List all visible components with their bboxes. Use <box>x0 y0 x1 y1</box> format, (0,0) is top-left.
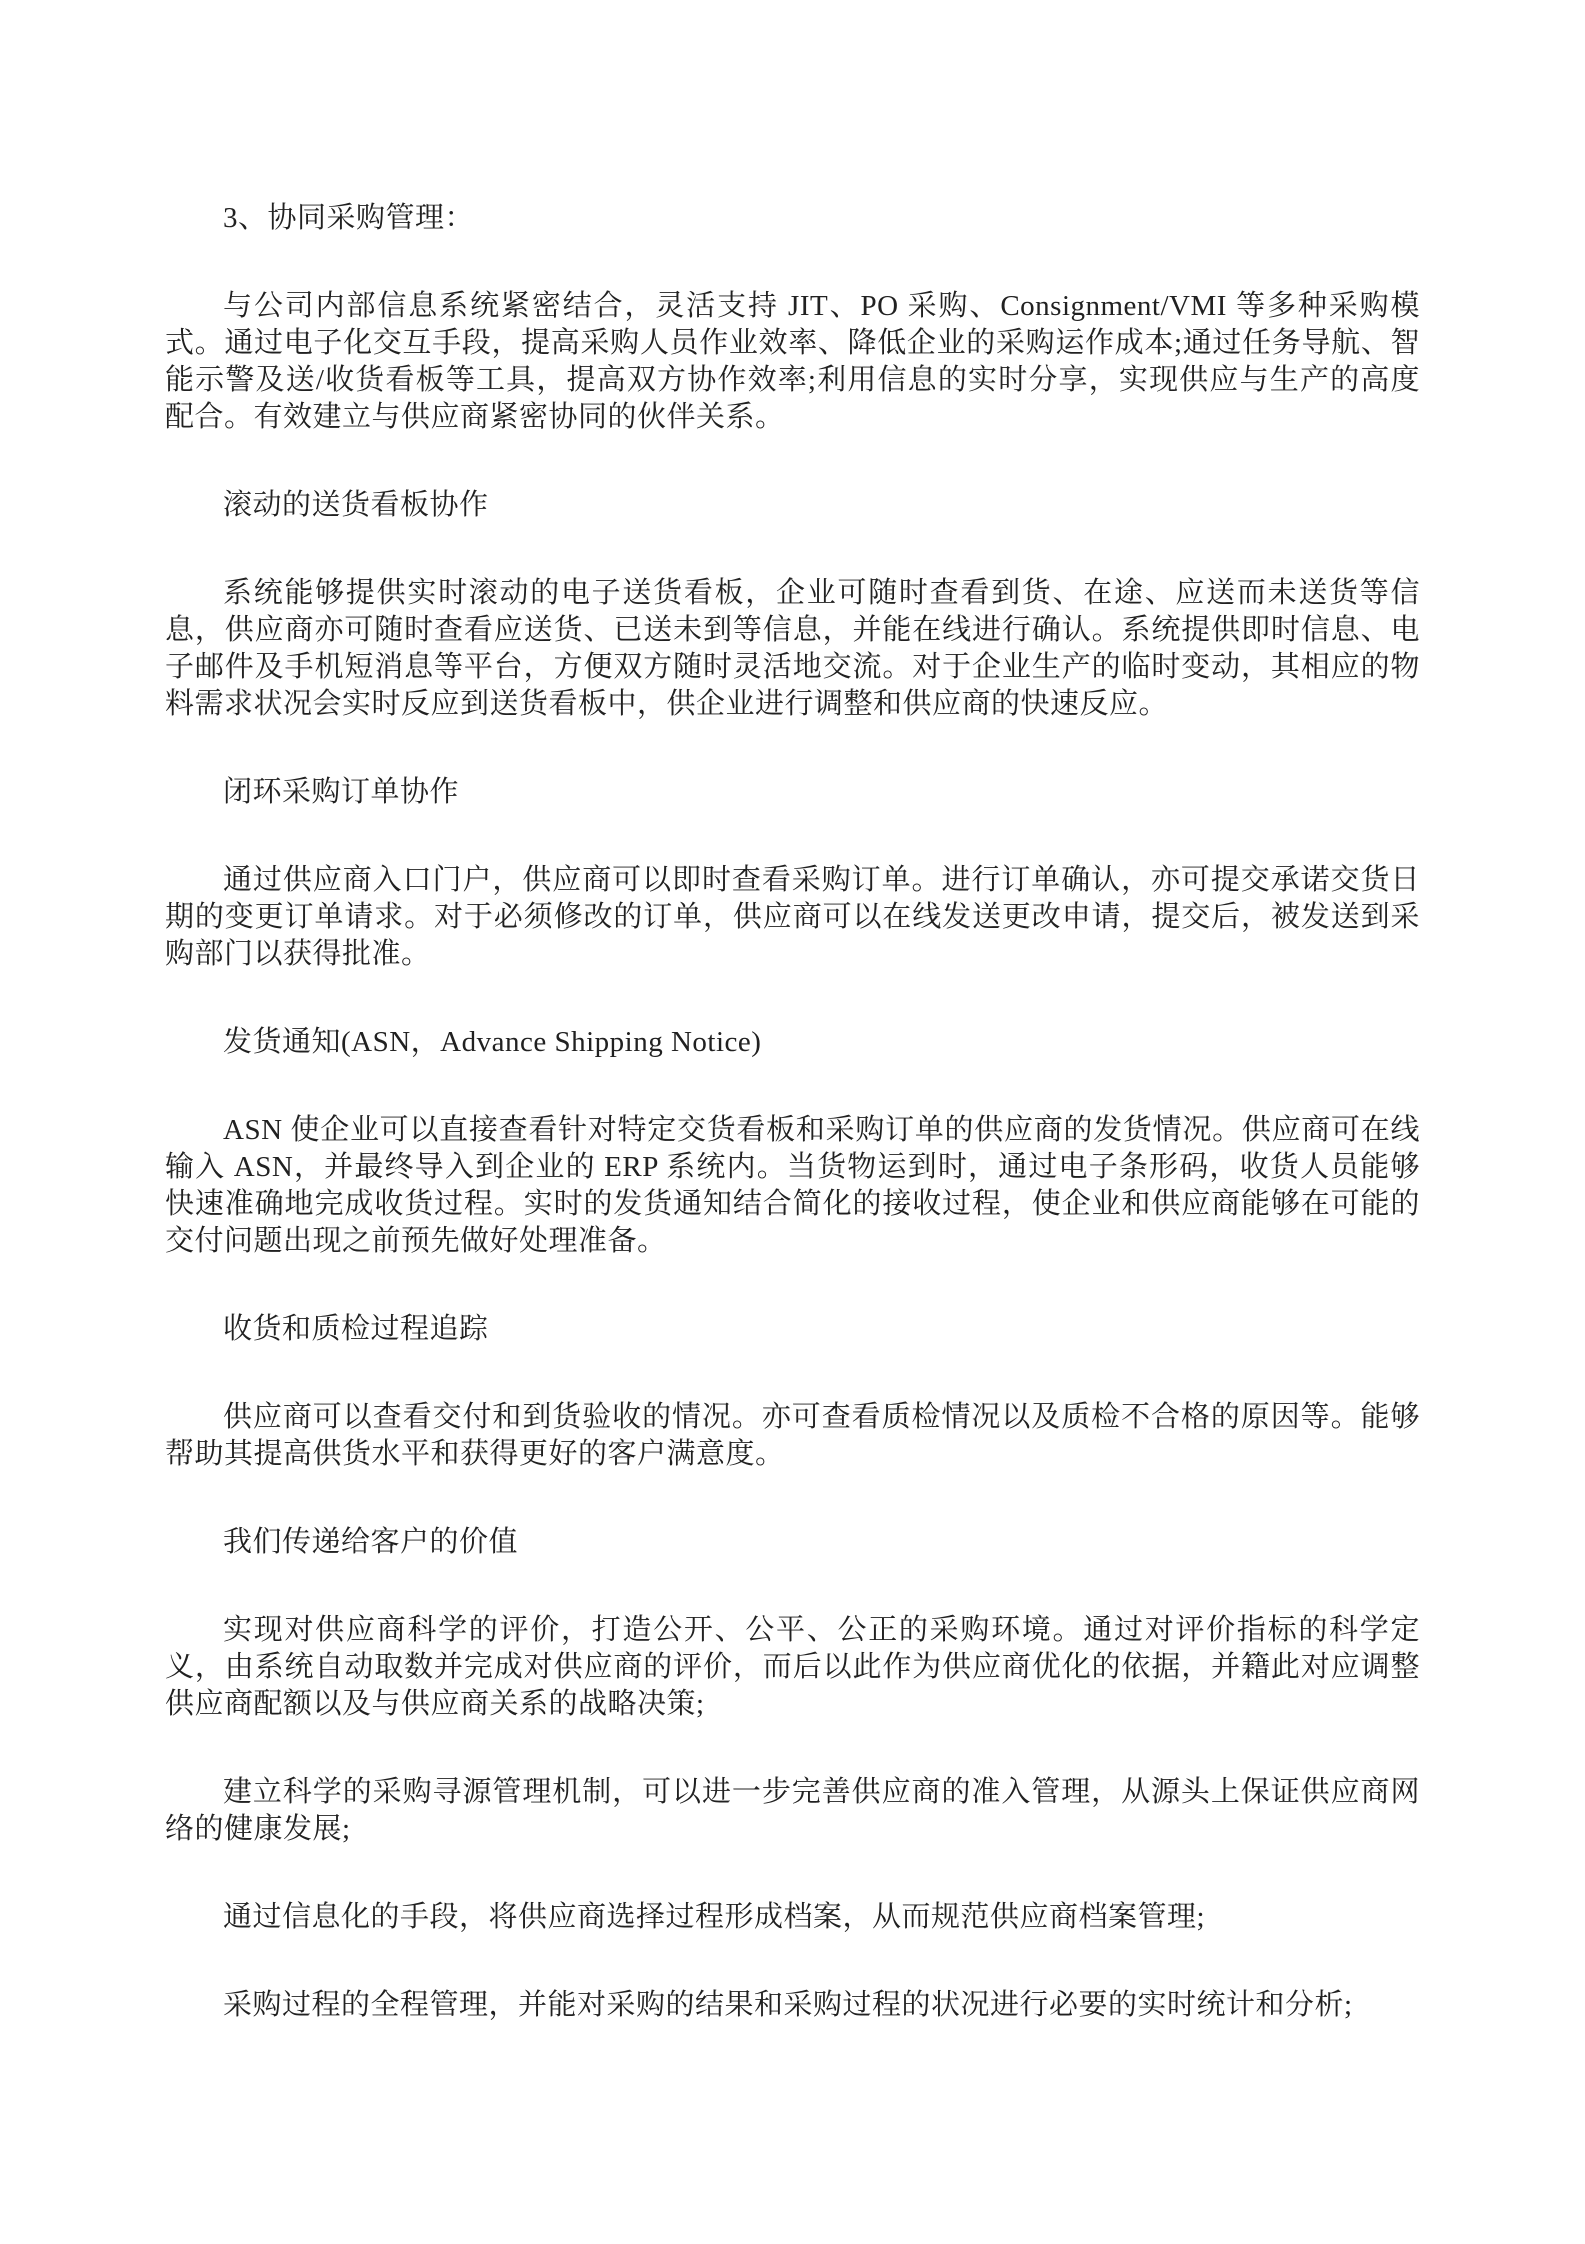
section-heading: 闭环采购订单协作 <box>223 776 460 808</box>
body-paragraph: 采购过程的全程管理，并能对采购的结果和采购过程的状况进行必要的实时统计和分析; <box>223 1989 1353 2021</box>
body-paragraph: 与公司内部信息系统紧密结合，灵活支持 JIT、PO 采购、Consignment/VMI 等多种采购模式。通过电子化交互手段，提高采购人员作业效率、降低企业的采购运作成本;通过任务导航、智能示警及送/收货看板等工具，提高双方协作效率;利用信息的实时分享，实现供应与生产的高度配合。有效建立与供应商紧密协同的伙伴关系。 <box>165 290 1420 433</box>
body-paragraph: ASN 使企业可以直接查看针对特定交货看板和采购订单的供应商的发货情况。供应商可在线输入 ASN，并最终导入到企业的 ERP 系统内。当货物运到时，通过电子条形码，收货人员能够快速准确地完成收货过程。实时的发货通知结合简化的接收过程，使企业和供应商能够在可能的交付问题出现之前预先做好处理准备。 <box>165 1114 1420 1257</box>
section-heading: 3、协同采购管理： <box>223 202 475 234</box>
body-paragraph: 供应商可以查看交付和到货验收的情况。亦可查看质检情况以及质检不合格的原因等。能够帮助其提高供货水平和获得更好的客户满意度。 <box>165 1401 1420 1470</box>
body-paragraph: 实现对供应商科学的评价，打造公开、公平、公正的采购环境。通过对评价指标的科学定义，由系统自动取数并完成对供应商的评价，而后以此作为供应商优化的依据，并籍此对应调整供应商配额以及与供应商关系的战略决策; <box>165 1614 1420 1720</box>
section-heading: 收货和质检过程追踪 <box>223 1313 489 1345</box>
section-heading: 我们传递给客户的价值 <box>223 1526 519 1558</box>
document-body <box>165 200 1420 2024</box>
body-paragraph: 系统能够提供实时滚动的电子送货看板，企业可随时查看到货、在途、应送而未送货等信息，供应商亦可随时查看应送货、已送未到等信息，并能在线进行确认。系统提供即时信息、电子邮件及手机短消息等平台，方便双方随时灵活地交流。对于企业生产的临时变动，其相应的物料需求状况会实时反应到送货看板中，供企业进行调整和供应商的快速反应。 <box>165 577 1420 720</box>
body-paragraph: 通过供应商入口门户，供应商可以即时查看采购订单。进行订单确认，亦可提交承诺交货日期的变更订单请求。对于必须修改的订单，供应商可以在线发送更改申请，提交后，被发送到采购部门以获得批准。 <box>165 864 1420 970</box>
body-paragraph: 通过信息化的手段，将供应商选择过程形成档案，从而规范供应商档案管理; <box>223 1901 1206 1933</box>
section-heading: 滚动的送货看板协作 <box>223 489 489 521</box>
body-paragraph: 建立科学的采购寻源管理机制，可以进一步完善供应商的准入管理，从源头上保证供应商网络的健康发展; <box>165 1776 1420 1845</box>
section-heading: 发货通知(ASN，Advance Shipping Notice) <box>223 1026 762 1058</box>
